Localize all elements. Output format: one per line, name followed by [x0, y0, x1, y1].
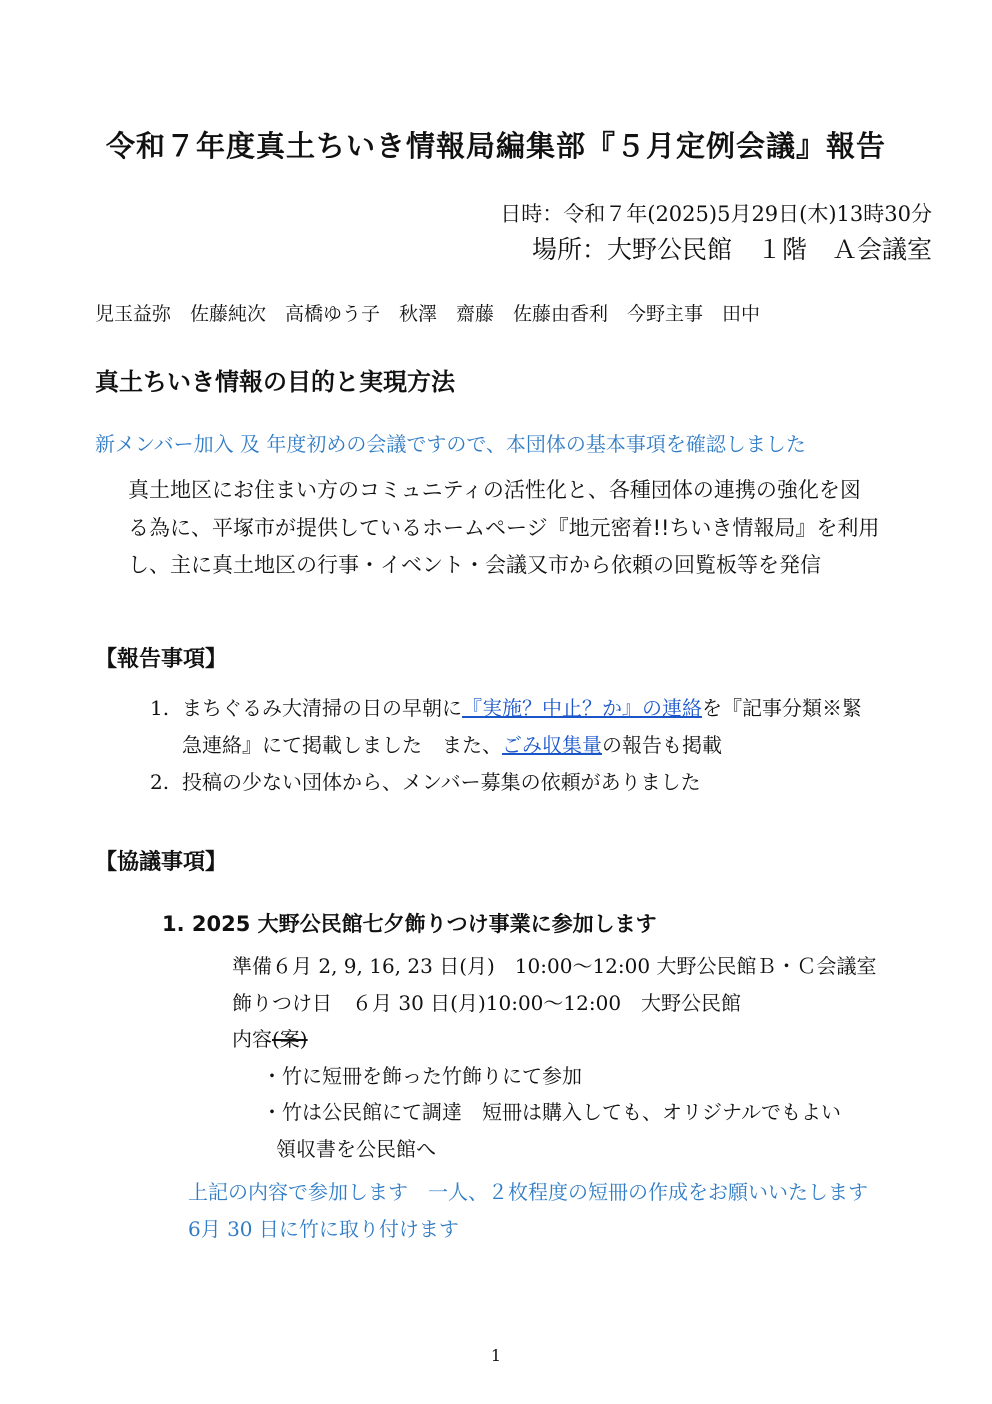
- page-number: 1: [490, 1346, 502, 1365]
- report-item: [150, 764, 862, 801]
- discussion-heading: 【協議事項】: [95, 850, 228, 875]
- report-item-text: まちぐるみ大清掃の日の早朝に: [182, 696, 462, 720]
- page-title: 令和７年度真土ちいき情報局編集部『５月定例会議』報告: [105, 129, 886, 163]
- report-item-text: の報告も掲載: [602, 733, 722, 757]
- conclusion-line: 6月 30 日に竹に取り付けます: [188, 1216, 459, 1241]
- report-item-text: 急連絡』にて掲載しました また、: [182, 733, 502, 757]
- bullet-item: ・竹に短冊を飾った竹飾りにて参加: [262, 1063, 582, 1088]
- purpose-note: 新メンバー加入 及 年度初めの会議ですので、本団体の基本事項を確認しました: [95, 432, 806, 456]
- agenda-details: [232, 948, 876, 1167]
- meeting-datetime: 日時：令和７年(2025)5月29日(木)13時30分: [500, 202, 932, 226]
- garbage-volume-link[interactable]: ごみ収集量: [502, 733, 602, 757]
- report-list: [150, 690, 862, 801]
- conclusion-note: [188, 1174, 868, 1247]
- notice-link[interactable]: 『実施？中止？か』の連絡: [462, 696, 702, 720]
- report-item-number: 1.: [150, 696, 170, 720]
- report-item-number: 2.: [150, 770, 170, 794]
- content-label-line: [232, 1021, 876, 1058]
- content-label: 内容: [232, 1027, 272, 1051]
- purpose-heading: 真土ちいき情報の目的と実現方法: [95, 368, 455, 396]
- decorating-schedule: 飾りつけ日 ６月 30 日(月)10:00～12:00 大野公民館: [232, 990, 742, 1015]
- purpose-line: 真土地区にお住まい方のコミュニティの活性化と、各種団体の連携の強化を図: [128, 478, 861, 502]
- report-item-text: を『記事分類※緊: [702, 696, 862, 720]
- struck-draft-mark: (案): [272, 1027, 308, 1051]
- prep-schedule: 準備６月 2, 9, 16, 23 日(月) 10:00～12:00 大野公民館Ｂ・Ｃ会議室: [232, 954, 877, 978]
- bullet-item: ・竹は公民館にて調達 短冊は購入しても、オリジナルでもよい: [262, 1100, 841, 1124]
- purpose-line: し、主に真土地区の行事・イベント・会議又市から依頼の回覧板等を発信: [128, 553, 821, 577]
- purpose-line: る為に、平塚市が提供しているホームページ『地元密着!!ちいき情報局』を利用: [128, 515, 880, 540]
- report-item: [150, 690, 862, 727]
- conclusion-line: 上記の内容で参加します 一人、２枚程度の短冊の作成をお願いいたします: [188, 1180, 868, 1204]
- report-heading: 【報告事項】: [95, 647, 228, 672]
- attendee-list: 児玉益弥 佐藤純次 高橋ゆう子 秋澤 齋藤 佐藤由香利 今野主事 田中: [95, 303, 761, 325]
- report-item-text: 投稿の少ない団体から、メンバー募集の依頼がありました: [182, 770, 701, 794]
- bullet-item-continuation: 領収書を公民館へ: [276, 1136, 436, 1161]
- meeting-place: 場所：大野公民館 １階 Ａ会議室: [531, 235, 932, 264]
- agenda-item-title: 1. 2025 大野公民館七夕飾りつけ事業に参加します: [162, 912, 657, 936]
- report-item-continuation: [150, 727, 862, 764]
- purpose-paragraph: [128, 472, 908, 585]
